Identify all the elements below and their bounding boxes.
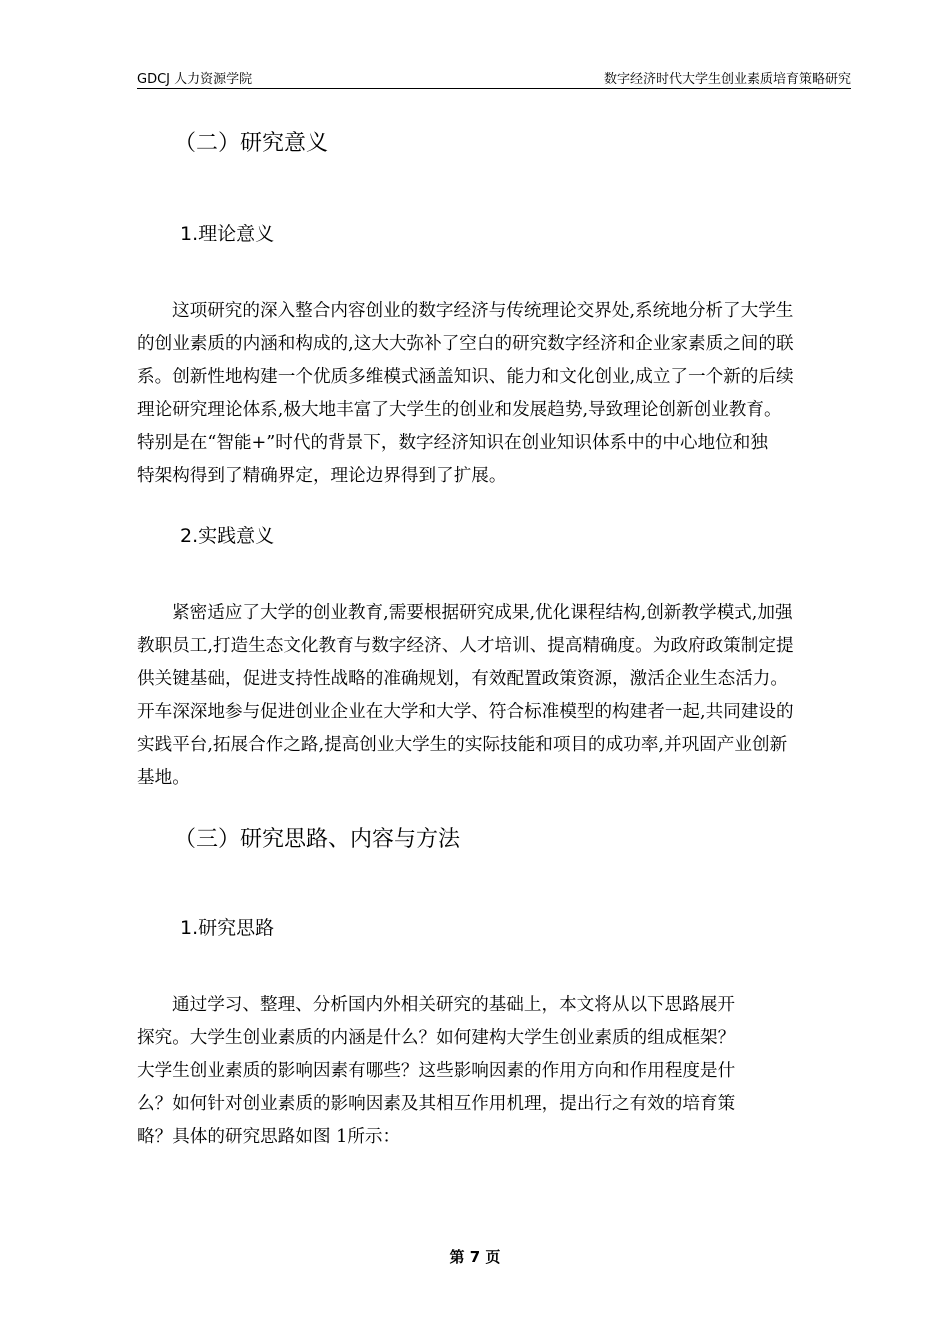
paragraph-line: 紧密适应了大学的创业教育,需要根据研究成果,优化课程结构,创新教学模式,加强 [172,603,793,623]
paragraph-line: 基地。 [137,768,190,788]
paragraph-practical-significance [137,597,851,795]
paragraph-line: 通过学习、整理、分析国内外相关研究的基础上，本文将从以下思路展开 [172,995,736,1015]
paragraph-line: 探究。大学生创业素质的内涵是什么？如何建构大学生创业素质的组成框架？ [137,1028,736,1048]
page-number: 第 7 页 [449,1248,501,1266]
paragraph-line: 开车深深地参与促进创业企业在大学和大学、符合标准模型的构建者一起,共同建设的 [137,702,794,722]
subheading-theoretical-significance: 1.理论意义 [180,223,275,245]
paragraph-line: 特架构得到了精确界定，理论边界得到了扩展。 [137,466,507,486]
paragraph-line: 系。创新性地构建一个优质多维模式涵盖知识、能力和文化创业,成立了一个新的后续 [137,367,794,387]
paragraph-line: 理论研究理论体系,极大地丰富了大学生的创业和发展趋势,导致理论创新创业教育。 [137,400,782,420]
paragraph-line: 的创业素质的内涵和构成的,这大大弥补了空白的研究数字经济和企业家素质之间的联 [137,334,794,354]
subheading-practical-significance: 2.实践意义 [180,525,275,547]
subheading-research-approach: 1.研究思路 [180,917,275,939]
paragraph-line: 这项研究的深入整合内容创业的数字经济与传统理论交界处,系统地分析了大学生 [172,301,794,321]
paragraph-line: 略？具体的研究思路如图 1所示： [137,1127,401,1147]
paragraph-line: 教职员工,打造生态文化教育与数字经济、人才培训、提高精确度。为政府政策制定提 [137,636,794,656]
page-header [137,66,851,89]
section-heading-research-significance: （二）研究意义 [174,131,329,156]
paragraph-line: 么？如何针对创业素质的影响因素及其相互作用机理，提出行之有效的培育策 [137,1094,736,1114]
paragraph-line: 供关键基础，促进支持性战略的准确规划，有效配置政策资源，激活企业生态活力。 [137,669,788,689]
header-thesis-title: 数字经济时代大学生创业素质培育策略研究 [603,72,851,87]
paragraph-line: 大学生创业素质的影响因素有哪些？这些影响因素的作用方向和作用程度是什 [137,1061,736,1081]
paragraph-line: 实践平台,拓展合作之路,提高创业大学生的实际技能和项目的成功率,并巩固产业创新 [137,735,788,755]
paragraph-line: 特别是在“智能+”时代的背景下，数字经济知识在创业知识体系中的中心地位和独 [137,433,768,453]
header-school: GDCJ 人力资源学院 [137,72,253,87]
paragraph-theoretical-significance [137,295,851,493]
paragraph-research-approach [137,989,851,1154]
section-heading-research-approach: （三）研究思路、内容与方法 [174,827,461,852]
